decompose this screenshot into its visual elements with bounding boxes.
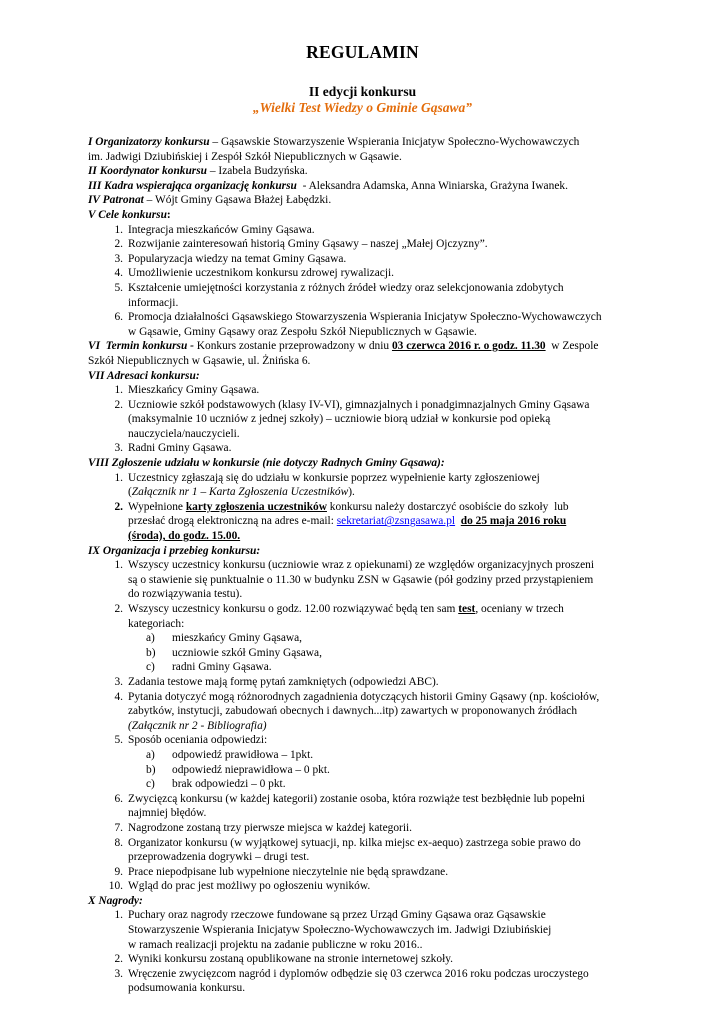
list-text: Zadania testowe mają formę pytań zamkniętych (odpowiedzi ABC).: [128, 675, 439, 688]
contest-name: „Wielki Test Wiedzy o Gminie Gąsawa”: [252, 100, 473, 115]
sub-list-item: [88, 777, 648, 792]
list-text: Umożliwienie uczestnikom konkursu zdrowej rywalizacji.: [128, 267, 395, 280]
list-number: 4.: [114, 690, 123, 703]
list-number: 2.: [114, 238, 123, 251]
list-number: 3.: [114, 442, 123, 455]
section-text: - Aleksandra Adamska, Anna Winiarska, Grażyna Iwanek.: [296, 179, 568, 192]
list-text: informacji.: [128, 296, 179, 309]
list-number: 10.: [108, 880, 123, 893]
list-number: 5.: [114, 734, 123, 747]
list-item: [88, 836, 648, 865]
list-text: przeprowadzenia dogrywki – drugi test.: [128, 851, 310, 864]
list-item: [88, 441, 648, 456]
section-heading: X Nagrody:: [88, 894, 143, 907]
list-text: Wgląd do prac jest możliwy po ogłoszeniu wyników.: [128, 880, 371, 893]
section-heading: VII Adresaci konkursu:: [88, 369, 200, 382]
list-text: podsumowania konkursu.: [128, 982, 246, 995]
section-heading: IV Patronat: [88, 194, 144, 207]
sub-list-letter: c): [146, 778, 155, 791]
text-fragment: przesłać drogą elektroniczną na adres e-mail:: [128, 515, 337, 528]
sub-list-letter: b): [146, 646, 156, 659]
paren-close: ).: [348, 486, 355, 499]
section-heading: V Cele konkursu: [88, 208, 167, 221]
list-text: Stowarzyszenie Wspierania Inicjatyw Społeczno-Wychowawczych im. Jadwigi Dziubińskiej: [128, 924, 552, 937]
list-number: 4.: [114, 267, 123, 280]
text-fragment: , oceniany w trzech: [475, 603, 564, 615]
document-title: REGULAMIN: [306, 42, 419, 62]
list-text: są o stawienie się punktualnie o 11.30 w budynku ZSN w Gąsawie (pół godziny przed przystąpieniem: [128, 573, 594, 586]
section-heading: IX Organizacja i przebieg konkursu:: [88, 544, 261, 557]
section-heading-colon: :: [166, 208, 171, 221]
sub-list-item: [88, 763, 648, 778]
section-text: – Gąsawskie Stowarzyszenie Wspierania Inicjatyw Społeczno-Wychowawczych: [209, 136, 580, 148]
list-text: [128, 602, 648, 617]
text-fragment: Wypełnione: [128, 500, 186, 513]
list-item: [88, 908, 648, 952]
section-heading: VIII Zgłoszenie udziału w konkursie (nie dotyczy Radnych Gminy Gąsawa):: [88, 457, 445, 470]
list-item: [88, 879, 648, 894]
contest-date: 03 czerwca 2016 r. o godz. 11.30: [391, 340, 546, 353]
list-item: [88, 558, 648, 602]
list-text: Prace niepodpisane lub wypełnione nieczytelnie nie będą sprawdzane.: [128, 865, 449, 878]
sub-list-item: [88, 660, 648, 675]
sub-list-text: odpowiedź nieprawidłowa – 0 pkt.: [172, 763, 330, 776]
sub-list-text: brak odpowiedzi – 0 pkt.: [172, 778, 286, 791]
test-word: test: [458, 603, 476, 615]
list-item: [88, 471, 648, 500]
list-item: [88, 690, 648, 734]
list-number: 1.: [114, 909, 123, 922]
list-number: 3.: [114, 252, 123, 265]
list-item: [88, 281, 648, 310]
list-text: Kształcenie umiejętności korzystania z różnych źródeł wiedzy oraz selekcjonowania zdobytych: [128, 281, 564, 294]
list-text: [128, 514, 648, 529]
list-text: Sposób oceniania odpowiedzi:: [128, 734, 268, 747]
section-patronage: [88, 193, 648, 208]
section-text: w Zespole: [545, 340, 599, 353]
document-subtitle: II edycji konkursu: [308, 84, 417, 99]
list-item: [88, 967, 648, 996]
paren-open: (: [128, 486, 132, 499]
list-item: [88, 675, 648, 690]
sub-list-item: [88, 646, 648, 661]
section-text: – Izabela Budzyńska.: [207, 165, 308, 178]
list-text: Wręczenie zwycięzcom nagród i dyplomów odbędzie się 03 czerwca 2016 roku podczas uroczystego: [128, 967, 589, 980]
list-number: 1.: [114, 559, 123, 572]
list-number: 2.: [114, 953, 123, 966]
section-coordinator: [88, 164, 648, 179]
section-heading: II Koordynator konkursu: [88, 165, 208, 178]
list-item: [88, 500, 648, 544]
document-body: [88, 135, 648, 996]
list-text: Puchary oraz nagrody rzeczowe fundowane są przez Urząd Gminy Gąsawa oraz Gąsawskie: [128, 909, 546, 922]
list-text: Nagrodzone zostaną trzy pierwsze miejsca w każdej kategorii.: [128, 821, 413, 834]
form-reference: karty zgłoszenia uczestników: [185, 500, 327, 513]
list-text: w Gąsawie, Gminy Gąsawy oraz Zespołu Szkół Niepublicznych w Gąsawie.: [128, 325, 477, 338]
sub-list-text: mieszkańcy Gminy Gąsawa,: [172, 632, 303, 645]
attachment-reference: Załącznik nr 1 – Karta Zgłoszenia Uczestników: [131, 486, 349, 499]
section-heading: I Organizatorzy konkursu: [88, 136, 210, 148]
list-number: 3.: [114, 675, 123, 688]
list-item: [88, 821, 648, 836]
sub-list-text: uczniowie szkół Gminy Gąsawa,: [172, 646, 322, 659]
list-number: 2.: [114, 500, 123, 513]
list-item: [88, 310, 648, 339]
list-text: Organizator konkursu (w wyjątkowej sytuacji, np. kilka miejsc ex-aequo) zastrzega sobie prawo do: [128, 836, 581, 849]
list-item: [88, 792, 648, 821]
list-text: Mieszkańcy Gminy Gąsawa.: [128, 384, 260, 397]
deadline-date: do 25 maja 2016 roku: [460, 515, 567, 528]
list-text: Promocja działalności Gąsawskiego Stowarzyszenia Wspierania Inicjatyw Społeczno-Wychowawczych: [128, 311, 602, 324]
sub-list-letter: c): [146, 661, 155, 674]
list-text: (maksymalnie 10 uczniów z jednej szkoły) – uczniowie biorą udział w konkursie pod opieką: [128, 413, 551, 426]
list-item: [88, 223, 648, 238]
list-text: kategoriach:: [128, 617, 185, 630]
list-item: [88, 733, 648, 791]
section-goals: [88, 208, 648, 223]
list-number: 7.: [114, 821, 123, 834]
list-number: 6.: [114, 311, 123, 324]
list-text: Integracja mieszkańców Gminy Gąsawa.: [128, 223, 315, 236]
list-item: [88, 237, 648, 252]
list-text: najmniej błędów.: [128, 807, 207, 820]
list-text: w ramach realizacji projektu na zadanie publiczne w roku 2016..: [128, 938, 423, 951]
sub-list-item: [88, 748, 648, 763]
deadline-time: (środa), do godz. 15.00.: [128, 530, 241, 543]
list-number: 1.: [114, 223, 123, 236]
section-text-continued: Szkół Niepublicznych w Gąsawie, ul. Żnińska 6.: [88, 354, 311, 367]
section-heading: VI Termin konkursu -: [88, 340, 194, 353]
section-heading: III Kadra wspierająca organizację konkursu: [88, 179, 297, 192]
list-number: 1.: [114, 471, 123, 484]
list-item: [88, 602, 648, 675]
list-item: [88, 865, 648, 880]
section-text-continued: im. Jadwigi Dziubińskiej i Zespół Szkół Niepublicznych w Gąsawie.: [88, 150, 402, 163]
list-number: 2.: [114, 398, 123, 411]
list-number: 2.: [114, 603, 123, 615]
sub-list-letter: a): [146, 632, 155, 645]
attachment-reference: (Załącznik nr 2 - Bibliografia): [128, 719, 267, 732]
list-text: Uczniowie szkół podstawowych (klasy IV-VI), gimnazjalnych i ponadgimnazjalnych Gminy Gąsawa: [128, 398, 590, 411]
list-number: 5.: [114, 281, 123, 294]
list-text: nauczyciela/nauczycieli.: [128, 427, 240, 440]
sub-list-text: odpowiedź prawidłowa – 1pkt.: [172, 748, 314, 761]
section-text: Konkurs zostanie przeprowadzony w dniu: [193, 340, 392, 353]
list-text: Popularyzacja wiedzy na temat Gminy Gąsawa.: [128, 252, 347, 265]
email-link[interactable]: sekretariat@zsngasawa.pl: [336, 515, 456, 528]
section-staff: [88, 179, 648, 194]
text-fragment: konkursu należy dostarczyć osobiście do szkoły lub: [326, 500, 569, 513]
list-text: Wyniki konkursu zostaną opublikowane na stronie internetowej szkoły.: [128, 953, 454, 966]
list-item: [88, 398, 648, 442]
list-number: 6.: [114, 792, 123, 805]
list-number: 8.: [114, 836, 123, 849]
list-text: do rozwiązywania testu).: [128, 588, 243, 601]
sub-list-item: [88, 631, 648, 646]
list-text: zabytków, instytucji, zabudowań obecnych i dawnych...itp) zawartych w proponowanych źródłach: [128, 705, 578, 718]
list-text: Rozwijanie zainteresowań historią Gminy Gąsawy – naszej „Małej Ojczyzny”.: [128, 238, 488, 251]
list-text: Wszyscy uczestnicy konkursu (uczniowie wraz z opiekunami) ze względów organizacyjnych proszeni: [128, 559, 594, 572]
list-text: Uczestnicy zgłaszają się do udziału w konkursie poprzez wypełnienie karty zgłoszeniowej: [128, 471, 540, 484]
list-number: 3.: [114, 967, 123, 980]
list-text: [128, 485, 648, 500]
list-text: [128, 500, 648, 515]
list-item: [88, 952, 648, 967]
list-text: Radni Gminy Gąsawa.: [128, 442, 232, 455]
list-text: Zwycięzcą konkursu (w każdej kategorii) zostanie osoba, która rozwiąże test bezbłędnie lub popełni: [128, 792, 586, 805]
section-date: [88, 339, 648, 354]
sub-list-letter: b): [146, 763, 156, 776]
list-number: 9.: [114, 865, 123, 878]
section-text: – Wójt Gminy Gąsawa Błażej Łabędzki.: [143, 194, 332, 207]
list-number: 1.: [114, 384, 123, 397]
text-fragment: Wszyscy uczestnicy konkursu o godz. 12.00 rozwiązywać będą ten sam: [128, 603, 459, 615]
sub-list-letter: a): [146, 748, 155, 761]
list-item: [88, 266, 648, 281]
section-organizers: [88, 135, 648, 150]
list-item: [88, 252, 648, 267]
list-item: [88, 383, 648, 398]
list-text: Pytania dotyczyć mogą różnorodnych zagadnienia dotyczących historii Gminy Gąsawy (np. kościołów,: [128, 690, 600, 703]
sub-list-text: radni Gminy Gąsawa.: [172, 661, 272, 674]
